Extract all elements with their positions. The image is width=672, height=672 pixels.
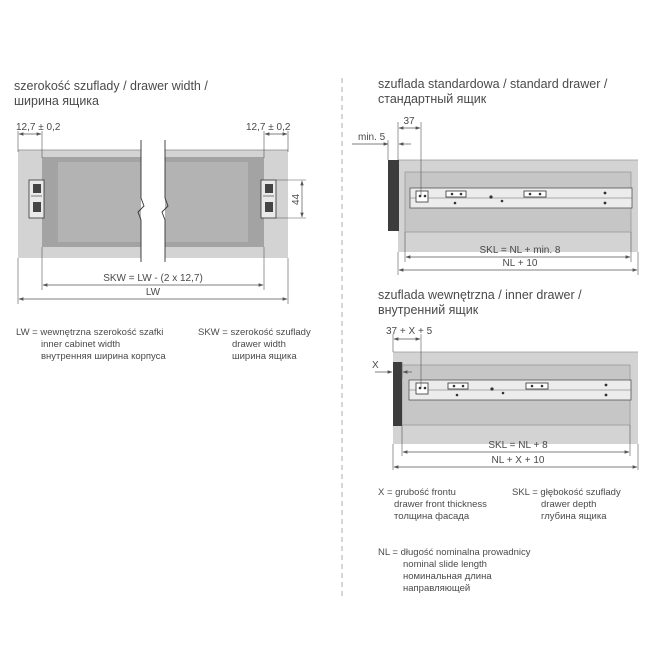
standard-title-line1: szuflada standardowa / standard drawer / — [378, 77, 608, 91]
standard-nl-label: NL + 10 — [502, 258, 538, 269]
legend-lw — [16, 327, 166, 362]
inner-drawer-panel — [372, 288, 638, 470]
standard-slide — [410, 188, 632, 208]
inner-nl-label: NL + X + 10 — [491, 455, 545, 466]
legend-skw-line3: ширина ящика — [232, 351, 297, 362]
inner-slide — [409, 380, 631, 400]
skw-label: SKW = LW - (2 x 12,7) — [103, 273, 203, 284]
tolerance-right-label: 12,7 ± 0,2 — [246, 122, 291, 133]
drawer-bottom-left — [58, 162, 141, 242]
width-title-line1: szerokość szuflady / drawer width / — [14, 79, 208, 93]
inner-x-label: X — [372, 360, 379, 371]
legend-x-line1: X = grubość frontu — [378, 487, 456, 498]
legend-skw-line2: drawer width — [232, 339, 286, 350]
legend-nl-line3: номинальная длина — [403, 571, 492, 582]
legend-skw-line1: SKW = szerokość szuflady — [198, 327, 311, 338]
inner-37x5-label: 37 + X + 5 — [386, 326, 433, 337]
standard-title-line2: стандартный ящик — [378, 92, 487, 106]
legend-nl-line1: NL = długość nominalna prowadnicy — [378, 547, 531, 558]
standard-drawer-panel — [352, 77, 638, 275]
drawer-bottom-right — [165, 162, 248, 242]
legend-lw-line2: inner cabinet width — [41, 339, 121, 350]
legend-skl-line1: SKL = głębokość szuflady — [512, 487, 621, 498]
width-title-line2: ширина ящика — [14, 94, 100, 108]
inner-title-line2: внутренний ящик — [378, 303, 479, 317]
legend-lw-line1: LW = wewnętrzna szerokość szafki — [16, 327, 164, 338]
slide-right — [261, 180, 276, 218]
legend-lw-line3: внутренняя ширина корпуса — [41, 351, 166, 362]
lw-label: LW — [145, 287, 161, 298]
slide-left — [29, 180, 44, 218]
legend-skl-line3: глубина ящика — [541, 511, 607, 522]
legend-nl-line4: направляющей — [403, 583, 471, 594]
width-panel — [14, 79, 311, 362]
inner-drawer-front — [393, 362, 402, 426]
legend-x-line3: толщина фасада — [394, 511, 470, 522]
legend-skl — [512, 487, 621, 522]
legend-nl — [378, 547, 531, 594]
standard-skl-label: SKL = NL + min. 8 — [479, 245, 561, 256]
standard-drawer-front — [388, 160, 399, 231]
standard-37-label: 37 — [403, 116, 415, 127]
inner-title-line1: szuflada wewnętrzna / inner drawer / — [378, 288, 582, 302]
legend-x — [378, 487, 487, 522]
tolerance-left-label: 12,7 ± 0,2 — [16, 122, 61, 133]
standard-min5-label: min. 5 — [358, 132, 386, 143]
legend-nl-line2: nominal slide length — [403, 559, 487, 570]
inner-skl-label: SKL = NL + 8 — [488, 440, 548, 451]
legend-skl-line2: drawer depth — [541, 499, 597, 510]
height-label: 44 — [291, 193, 302, 205]
legend-x-line2: drawer front thickness — [394, 499, 487, 510]
legend-skw — [198, 327, 311, 362]
